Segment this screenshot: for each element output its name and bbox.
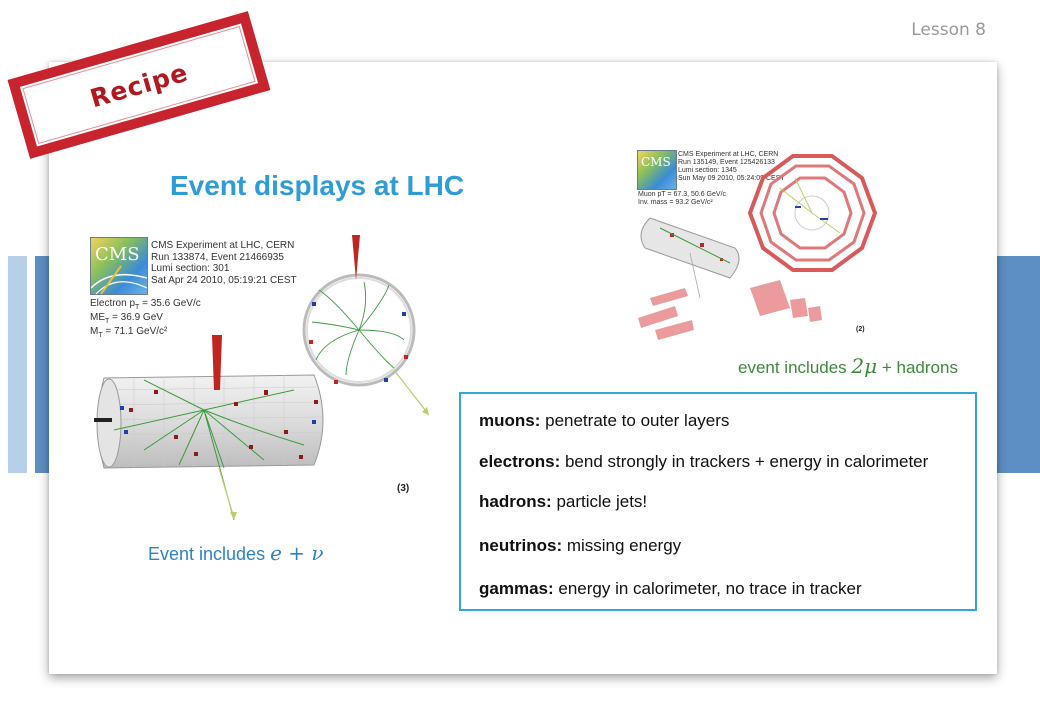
legend-row-neutrinos: neutrinos: missing energy [479,536,682,555]
event2-caption-pre: event includes [738,358,852,377]
event1-info-line: Lumi section: 301 [151,263,230,274]
event1-caption-math: e + ν [270,541,324,565]
transverse-mass: $M_T = 71.1$ GeV/c² [90,326,168,340]
electron-pt: Electron $p_T = 35.6$ GeV/c [90,298,201,311]
left-accent-band-light [8,256,27,473]
muon-pt: Muon pT = 67.3, 50.6 GeV/c [638,191,727,198]
event2-caption [738,354,958,378]
inv-mass: Inv. mass = 93.2 GeV/c² [638,199,713,207]
lesson-label: Lesson 8 [911,20,986,40]
event1-info-line: CMS Experiment at LHC, CERN [151,240,295,251]
event2-info-line: CMS Experiment at LHC, CERN [678,151,779,158]
legend-row-electrons: electrons: bend strongly in trackers + energy in calorimeter [479,452,929,471]
event2-info-line: Sun May 09 2010, 05:24:09 CEST [678,175,785,183]
right-accent-band [997,256,1040,473]
recipe-stamp-label: Recipe [86,57,192,113]
legend-row-gammas: gammas: energy in calorimeter, no trace in tracker [479,579,862,598]
event2-info-line: Lumi section: 1345 [678,167,737,175]
left-accent-band-dark [35,256,49,473]
event2-caption-math: 2μ [851,354,878,378]
event2-info-line: Run 135149, Event 125426133 [678,159,775,167]
slide-title: Event displays at LHC [170,170,465,201]
event2-ref: (2) [856,326,865,333]
cms-logo-text-2: CMS [641,155,671,169]
event1-caption-text: Event includes [148,544,271,564]
event2-detector-graphic [630,148,890,348]
event1-info-line: Sat Apr 24 2010, 05:19:21 CEST [151,274,297,286]
event1-detector-graphic [84,230,444,530]
event1-ref: (3) [397,483,410,494]
legend-row-hadrons: hadrons: particle jets! [479,492,648,511]
event2-caption-post: + hadrons [877,358,958,377]
event1-caption [148,541,324,565]
legend-row-muons: muons: penetrate to outer layers [479,411,730,430]
missing-et: $ME_T = 36.9$ GeV [90,312,163,326]
particle-legend-box [459,392,977,611]
event1-info-line: Run 133874, Event 21466935 [151,251,284,263]
cms-logo-text-1: CMS [95,244,140,265]
